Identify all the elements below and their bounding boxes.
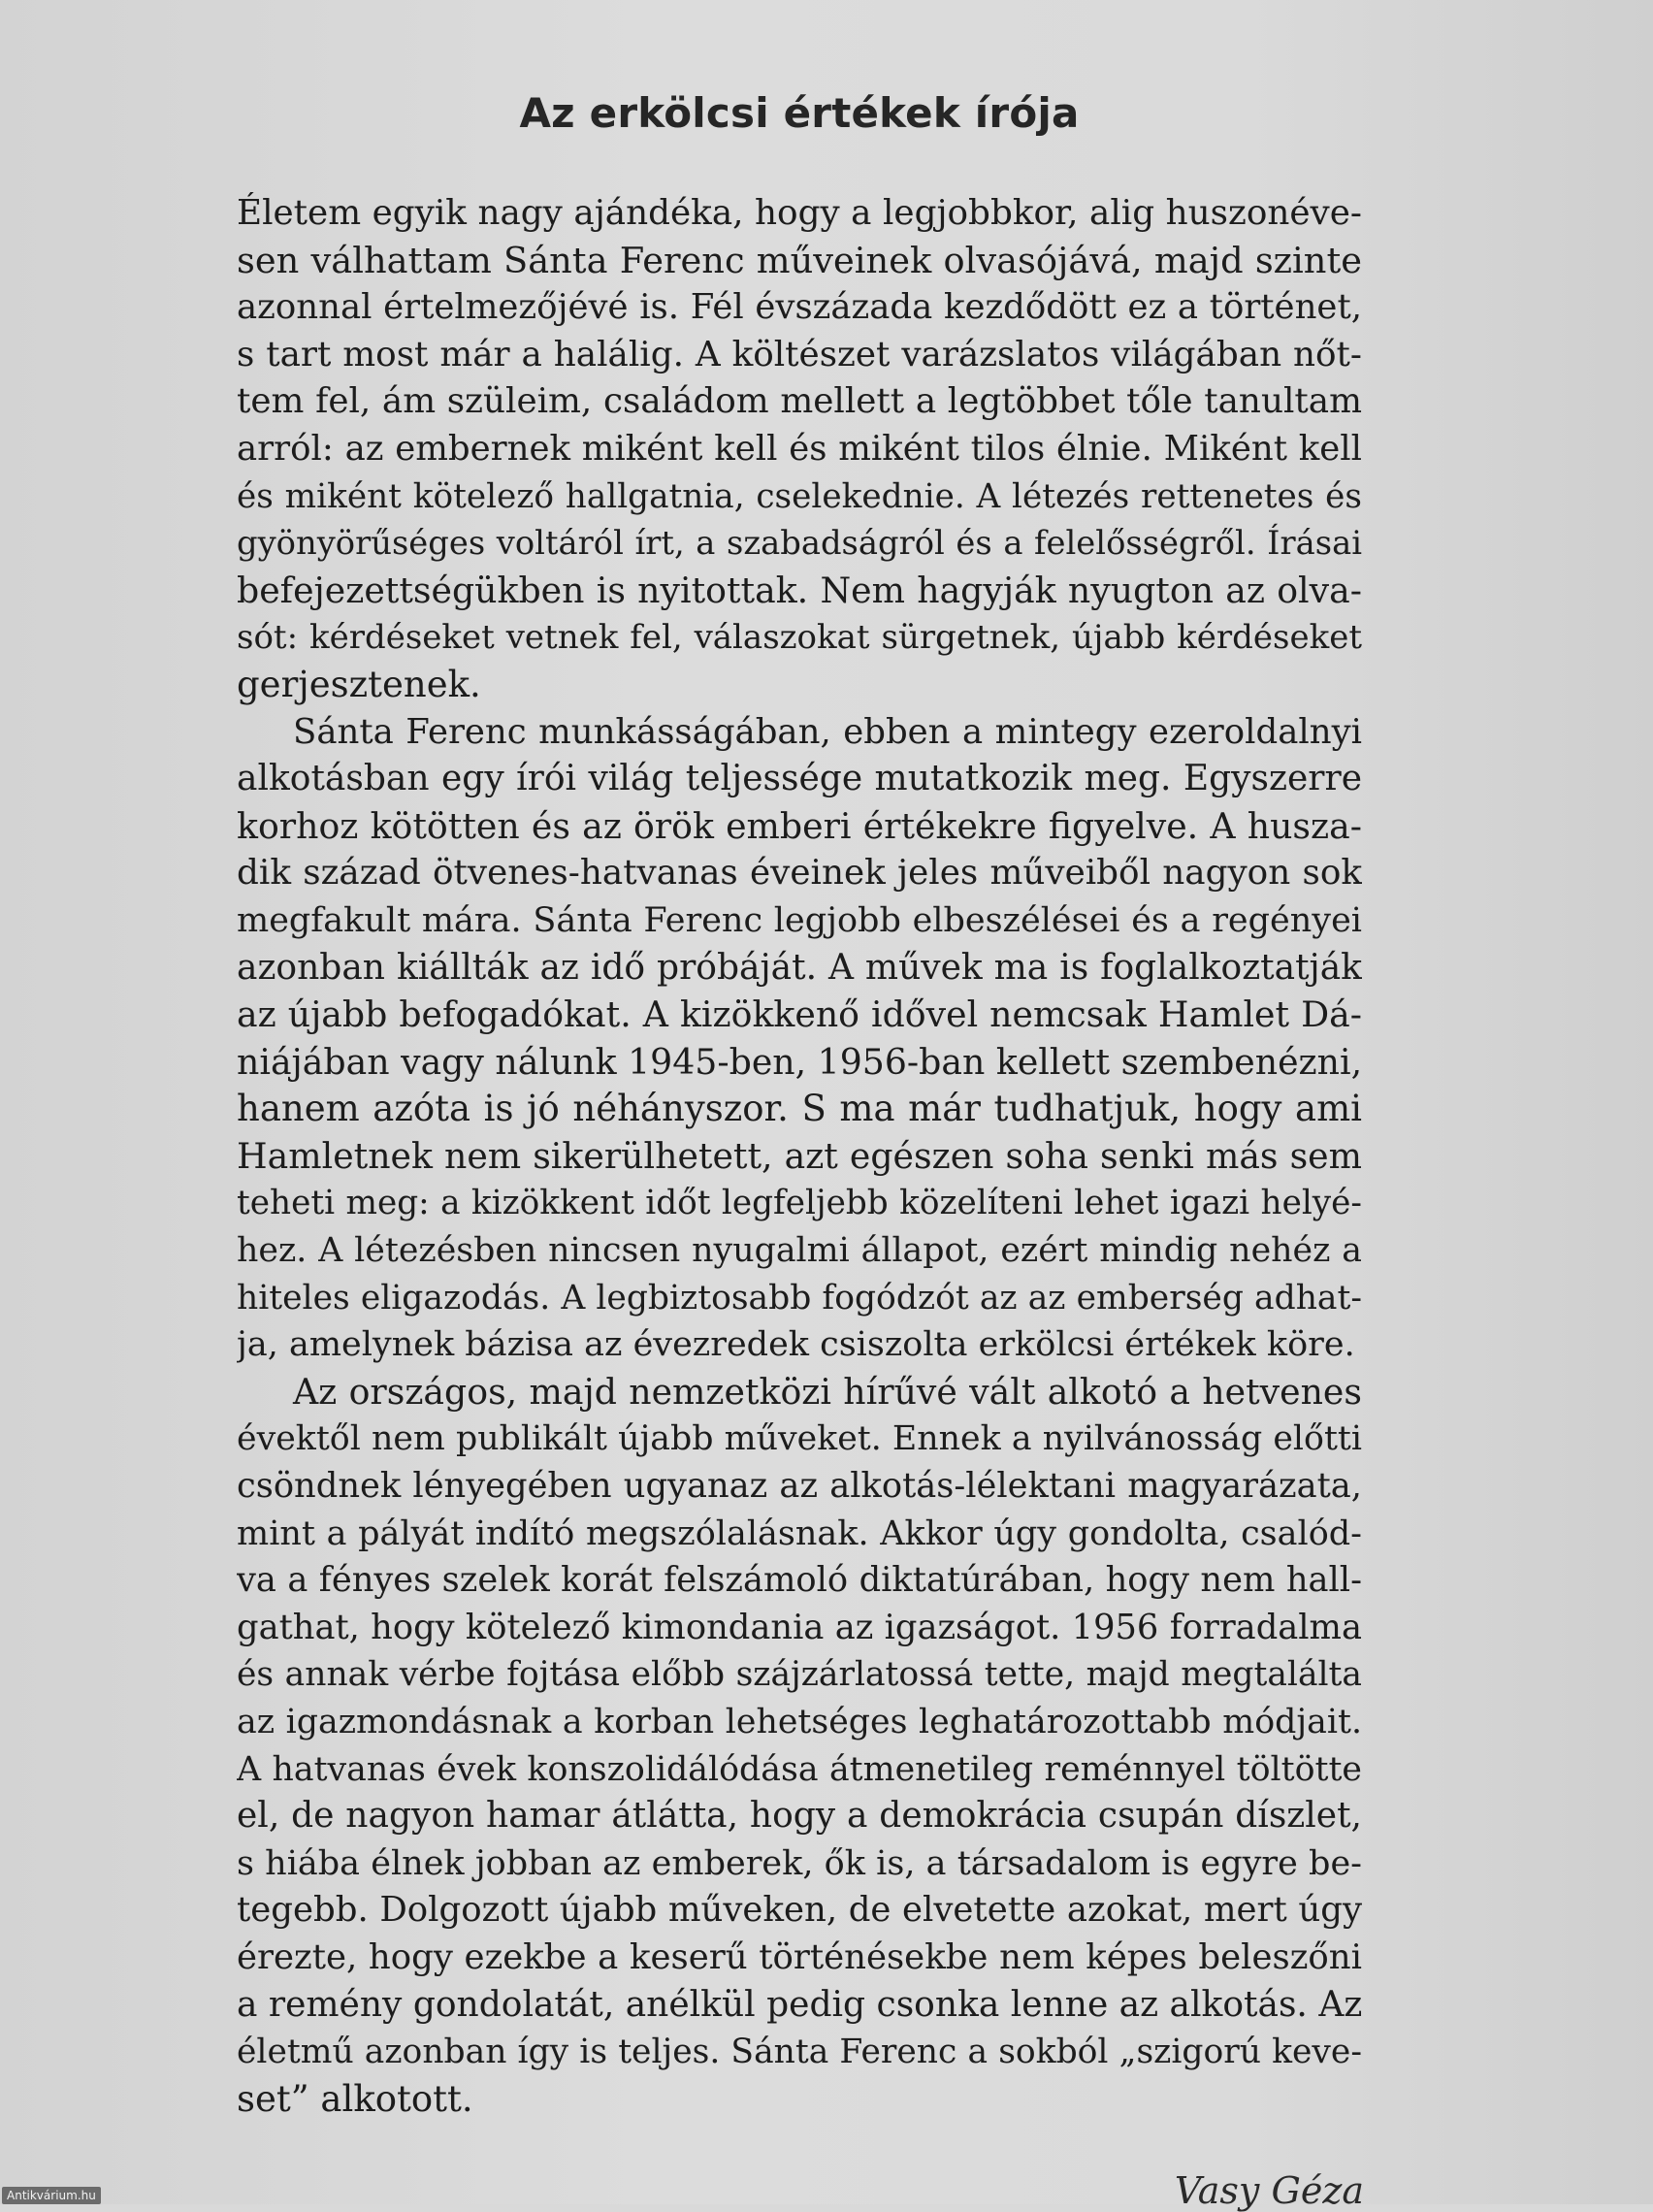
text-line: gyönyörűséges voltáról írt, a szabadságról és a felelősségről. Írásai: [237, 524, 1362, 563]
text-line: Sánta Ferenc munkásságában, ebben a mintegy ezeroldalnyi: [293, 711, 1362, 752]
text-line: az igazmondásnak a korban lehetséges leghatározottabb módjait.: [237, 1703, 1362, 1741]
text-line: és annak vérbe fojtása előbb szájzárlatossá tette, majd megtalálta: [237, 1655, 1362, 1695]
text-line: gerjesztenek.: [237, 663, 481, 705]
page-title: Az erkölcsi értékek írója: [519, 89, 1080, 137]
text-line: életmű azonban így is teljes. Sánta Ferenc a sokból „szigorú keve-: [237, 2033, 1362, 2072]
text-line: a remény gondolatát, anélkül pedig csonka lenne az alkotás. Az: [237, 1984, 1362, 2025]
text-line: hiteles eligazodás. A legbiztosabb fogódzót az az emberség adhat-: [237, 1278, 1362, 1317]
text-line: s tart most már a halálig. A költészet varázslatos világában nőt-: [237, 334, 1362, 374]
text-line: A hatvanas évek konszolidálódása átmenetileg reménnyel töltötte: [237, 1749, 1362, 1789]
text-line: ja, amelynek bázisa az évezredek csiszolta erkölcsi értékek köre.: [237, 1325, 1355, 1365]
body-text: [237, 190, 1362, 2123]
text-line: korhoz kötötten és az örök emberi értékekre figyelve. A husza-: [237, 804, 1362, 847]
text-line: el, de nagyon hamar átlátta, hogy a demokrácia csupán díszlet,: [237, 1796, 1362, 1837]
text-line: tegebb. Dolgozott újabb műveken, de elvetette azokat, mert úgy: [237, 1890, 1362, 1931]
text-line: mint a pályát indító megszólalásnak. Akkor úgy gondolta, csalód-: [237, 1513, 1362, 1553]
text-line: sót: kérdéseket vetnek fel, válaszokat sürgetnek, újabb kérdéseket: [237, 618, 1362, 658]
watermark-label: Antikvárium.hu: [2, 2187, 101, 2204]
text-line: évektől nem publikált újabb műveket. Ennek a nyilvánosság előtti: [237, 1419, 1362, 1459]
text-line: azonnal értelmezőjévé is. Fél évszázada kezdődött ez a történet,: [237, 287, 1362, 328]
text-line: érezte, hogy ezekbe a keserű történésekbe nem képes beleszőni: [237, 1936, 1362, 1977]
text-line: alkotásban egy írói világ teljessége mutatkozik meg. Egyszerre: [237, 759, 1362, 799]
text-line: s hiába élnek jobban az emberek, ők is, a társadalom is egyre be-: [237, 1843, 1362, 1883]
text-line: Az országos, majd nemzetközi hírűvé vált alkotó a hetvenes: [293, 1370, 1362, 1413]
text-line: arról: az embernek miként kell és miként tilos élnie. Miként kell: [237, 428, 1362, 469]
text-line: azonban kiállták az idő próbáját. A művek ma is foglalkoztatják: [237, 947, 1362, 988]
text-line: tem fel, ám szüleim, családom mellett a legtöbbet tőle tanultam: [237, 381, 1362, 422]
text-line: csöndnek lényegében ugyanaz az alkotás-lélektani magyarázata,: [237, 1466, 1362, 1507]
text-line: dik század ötvenes-hatvanas éveinek jeles műveiből nagyon sok: [237, 853, 1362, 894]
author-signature: Vasy Géza: [1174, 2169, 1364, 2212]
text-line: befejezettségükben is nyitottak. Nem hagyják nyugton az olva-: [237, 569, 1362, 611]
text-line: gathat, hogy kötelező kimondania az igazságot. 1956 forradalma: [237, 1607, 1362, 1647]
text-line: set” alkotott.: [237, 2077, 473, 2120]
text-line: az újabb befogadókat. A kizökkenő idővel nemcsak Hamlet Dá-: [237, 993, 1362, 1036]
text-line: Hamletnek nem sikerülhetett, azt egészen soha senki más sem: [237, 1134, 1362, 1177]
text-line: niájában vagy nálunk 1945-ben, 1956-ban kellett szembenézni,: [237, 1040, 1362, 1083]
text-line: és miként kötelező hallgatnia, cselekednie. A létezés rettenetes és: [237, 476, 1362, 516]
text-line: Életem egyik nagy ajándéka, hogy a legjobbkor, alig huszonéve-: [237, 193, 1362, 233]
text-line: sen válhattam Sánta Ferenc műveinek olvasójává, majd szinte: [237, 239, 1362, 281]
text-line: teheti meg: a kizökkent időt legfeljebb közelíteni lehet igazi helyé-: [237, 1184, 1362, 1223]
text-line: hanem azóta is jó néhányszor. S ma már tudhatjuk, hogy ami: [237, 1088, 1362, 1130]
text-line: megfakult mára. Sánta Ferenc legjobb elbeszélései és a regényei: [237, 900, 1362, 940]
text-line: hez. A létezésben nincsen nyugalmi állapot, ezért mindig nehéz a: [237, 1231, 1362, 1271]
text-line: va a fényes szelek korát felszámoló diktatúrában, hogy nem hall-: [237, 1560, 1362, 1601]
